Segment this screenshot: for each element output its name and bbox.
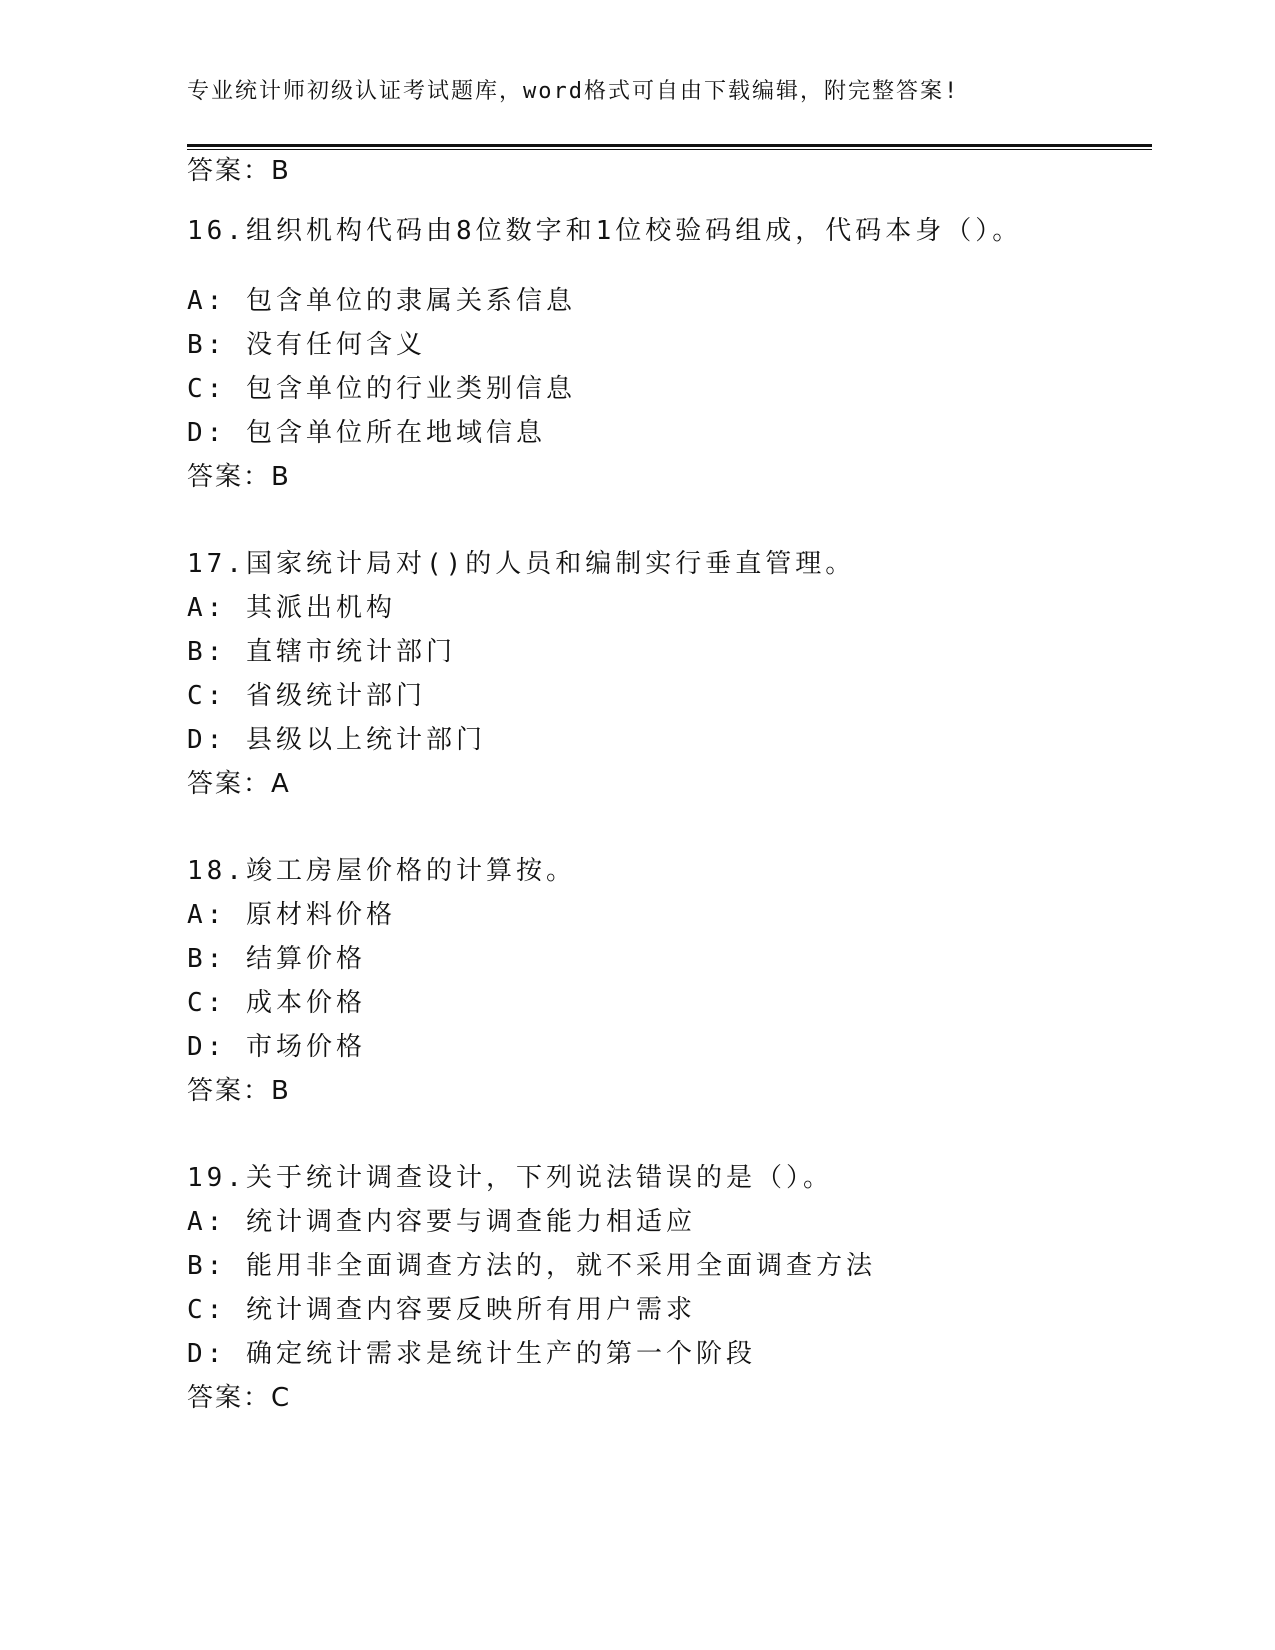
- question-18-stem: 18.竣工房屋价格的计算按。: [187, 856, 576, 886]
- question-16-option-b: B: 没有任何含义: [187, 330, 426, 360]
- question-17-stem: 17.国家统计局对()的人员和编制实行垂直管理。: [187, 549, 856, 579]
- question-18-option-d: D: 市场价格: [187, 1032, 366, 1062]
- header-rule-thin: [187, 149, 1152, 150]
- question-16-answer: 答案：B: [187, 462, 291, 492]
- question-18-answer: 答案：B: [187, 1076, 291, 1106]
- question-19-stem: 19.关于统计调查设计，下列说法错误的是（）。: [187, 1163, 833, 1193]
- question-16-option-a: A: 包含单位的隶属关系信息: [187, 286, 576, 316]
- header-rule: [187, 144, 1152, 150]
- question-18-option-c: C: 成本价格: [187, 988, 366, 1018]
- question-17-option-b: B: 直辖市统计部门: [187, 637, 456, 667]
- question-17-option-c: C: 省级统计部门: [187, 681, 426, 711]
- question-19-option-b: B: 能用非全面调查方法的，就不采用全面调查方法: [187, 1251, 876, 1281]
- question-16-option-c: C: 包含单位的行业类别信息: [187, 374, 576, 404]
- question-17-answer: 答案：A: [187, 769, 291, 799]
- question-19-option-a: A: 统计调查内容要与调查能力相适应: [187, 1207, 696, 1237]
- question-19-option-c: C: 统计调查内容要反映所有用户需求: [187, 1295, 696, 1325]
- question-17-option-d: D: 县级以上统计部门: [187, 725, 486, 755]
- question-18-option-b: B: 结算价格: [187, 944, 366, 974]
- page-header: 专业统计师初级认证考试题库，word格式可自由下载编辑，附完整答案!: [187, 79, 960, 104]
- question-17-option-a: A: 其派出机构: [187, 593, 396, 623]
- header-rule-thick: [187, 144, 1152, 147]
- question-19-answer: 答案：C: [187, 1383, 292, 1413]
- question-16-option-d: D: 包含单位所在地域信息: [187, 418, 546, 448]
- previous-answer: 答案：B: [187, 156, 291, 186]
- question-18-option-a: A: 原材料价格: [187, 900, 396, 930]
- question-16-stem: 16.组织机构代码由8位数字和1位校验码组成，代码本身（）。: [187, 216, 1023, 246]
- question-19-option-d: D: 确定统计需求是统计生产的第一个阶段: [187, 1339, 756, 1369]
